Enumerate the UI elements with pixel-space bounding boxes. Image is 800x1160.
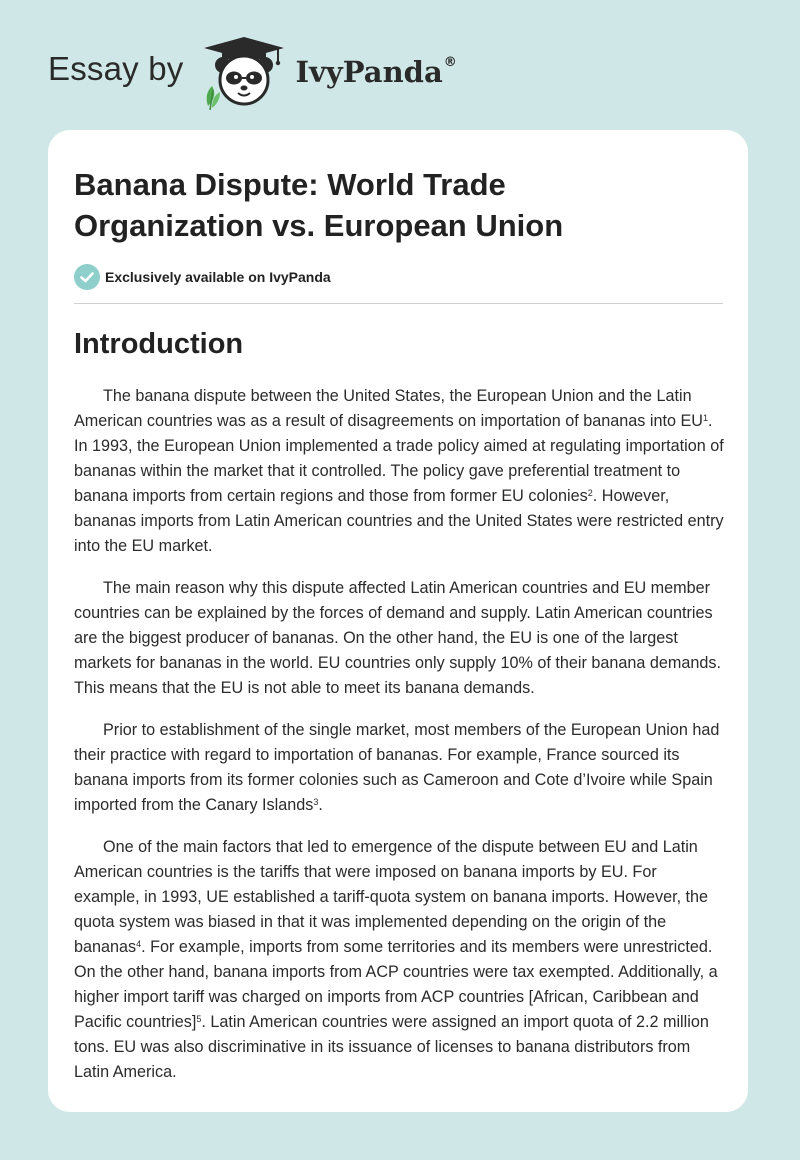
footnote-marker: 3 <box>313 797 319 807</box>
check-circle-icon <box>74 264 100 290</box>
paragraph-text: . However, bananas imports from Latin American countries and the United States were restricted entry into the EU market. <box>74 487 724 555</box>
body-paragraph <box>74 718 725 818</box>
paragraph-text: The main reason why this dispute affected Latin American countries and EU member countries can be explained by the forces of demand and supply. Latin American countries are the biggest producer of bananas. On the other hand, the EU is one of the largest markets for bananas in the world. EU countries only supply 10% of their banana demands. This means that the EU is not able to meet its banana demands. <box>74 579 721 697</box>
footnote-marker: 1 <box>702 413 708 423</box>
paragraph-text: Prior to establishment of the single market, most members of the European Union had their practice with regard to importation of bananas. For example, France sourced its banana imports from its former colonies such as Cameroon and Cote d’Ivoire while Spain imported from the Canary Islands <box>74 721 720 814</box>
paragraph-text: The banana dispute between the United States, the European Union and the Latin American countries was as a result of disagreements on importation of bananas into EU <box>74 387 703 430</box>
registered-mark: ® <box>443 55 457 70</box>
essay-card <box>48 130 748 1112</box>
footnote-marker: 5 <box>196 1014 202 1024</box>
paragraph-text: . In 1993, the European Union implemented a trade policy aimed at regulating importation of bananas within the market that it controlled. The policy gave preferential treatment to banana imports from certain regions and those from former EU colonies <box>74 412 724 505</box>
divider <box>74 303 723 304</box>
brand-name: IvyPanda® <box>295 55 457 89</box>
panda-graduate-icon <box>198 34 290 110</box>
paragraph-text: . For example, imports from some territories and its members were unrestricted. On the other hand, banana imports from ACP countries were tax exempted. Additionally, a higher import tariff was charged on imports from ACP countries [African, Caribbean and Pacific countries] <box>74 938 718 1031</box>
section-heading: Introduction <box>74 328 244 360</box>
page-title: Banana Dispute: World Trade Organization vs. European Union <box>74 167 564 243</box>
footnote-marker: 2 <box>587 488 593 498</box>
exclusive-label: Exclusively available on IvyPanda <box>105 269 331 285</box>
article-body <box>74 384 725 1102</box>
body-paragraph <box>74 576 725 701</box>
exclusive-badge <box>74 264 331 290</box>
body-paragraph <box>74 384 725 559</box>
footnote-marker: 4 <box>136 939 142 949</box>
essay-by-label: Essay by <box>48 50 184 87</box>
paragraph-text: One of the main factors that led to emergence of the dispute between EU and Latin American countries is the tariffs that were imposed on banana imports by EU. For example, in 1993, UE established a tariff-quota system on banana imports. However, the quota system was biased in that it was implemented depending on the origin of the bananas <box>74 838 709 956</box>
paragraph-text: . <box>318 796 323 814</box>
body-paragraph <box>74 835 725 1085</box>
site-header <box>48 34 457 110</box>
paragraph-text: . Latin American countries were assigned an import quota of 2.2 million tons. EU was also discriminative in its issuance of licenses to banana distributors from Latin America. <box>74 1013 709 1081</box>
